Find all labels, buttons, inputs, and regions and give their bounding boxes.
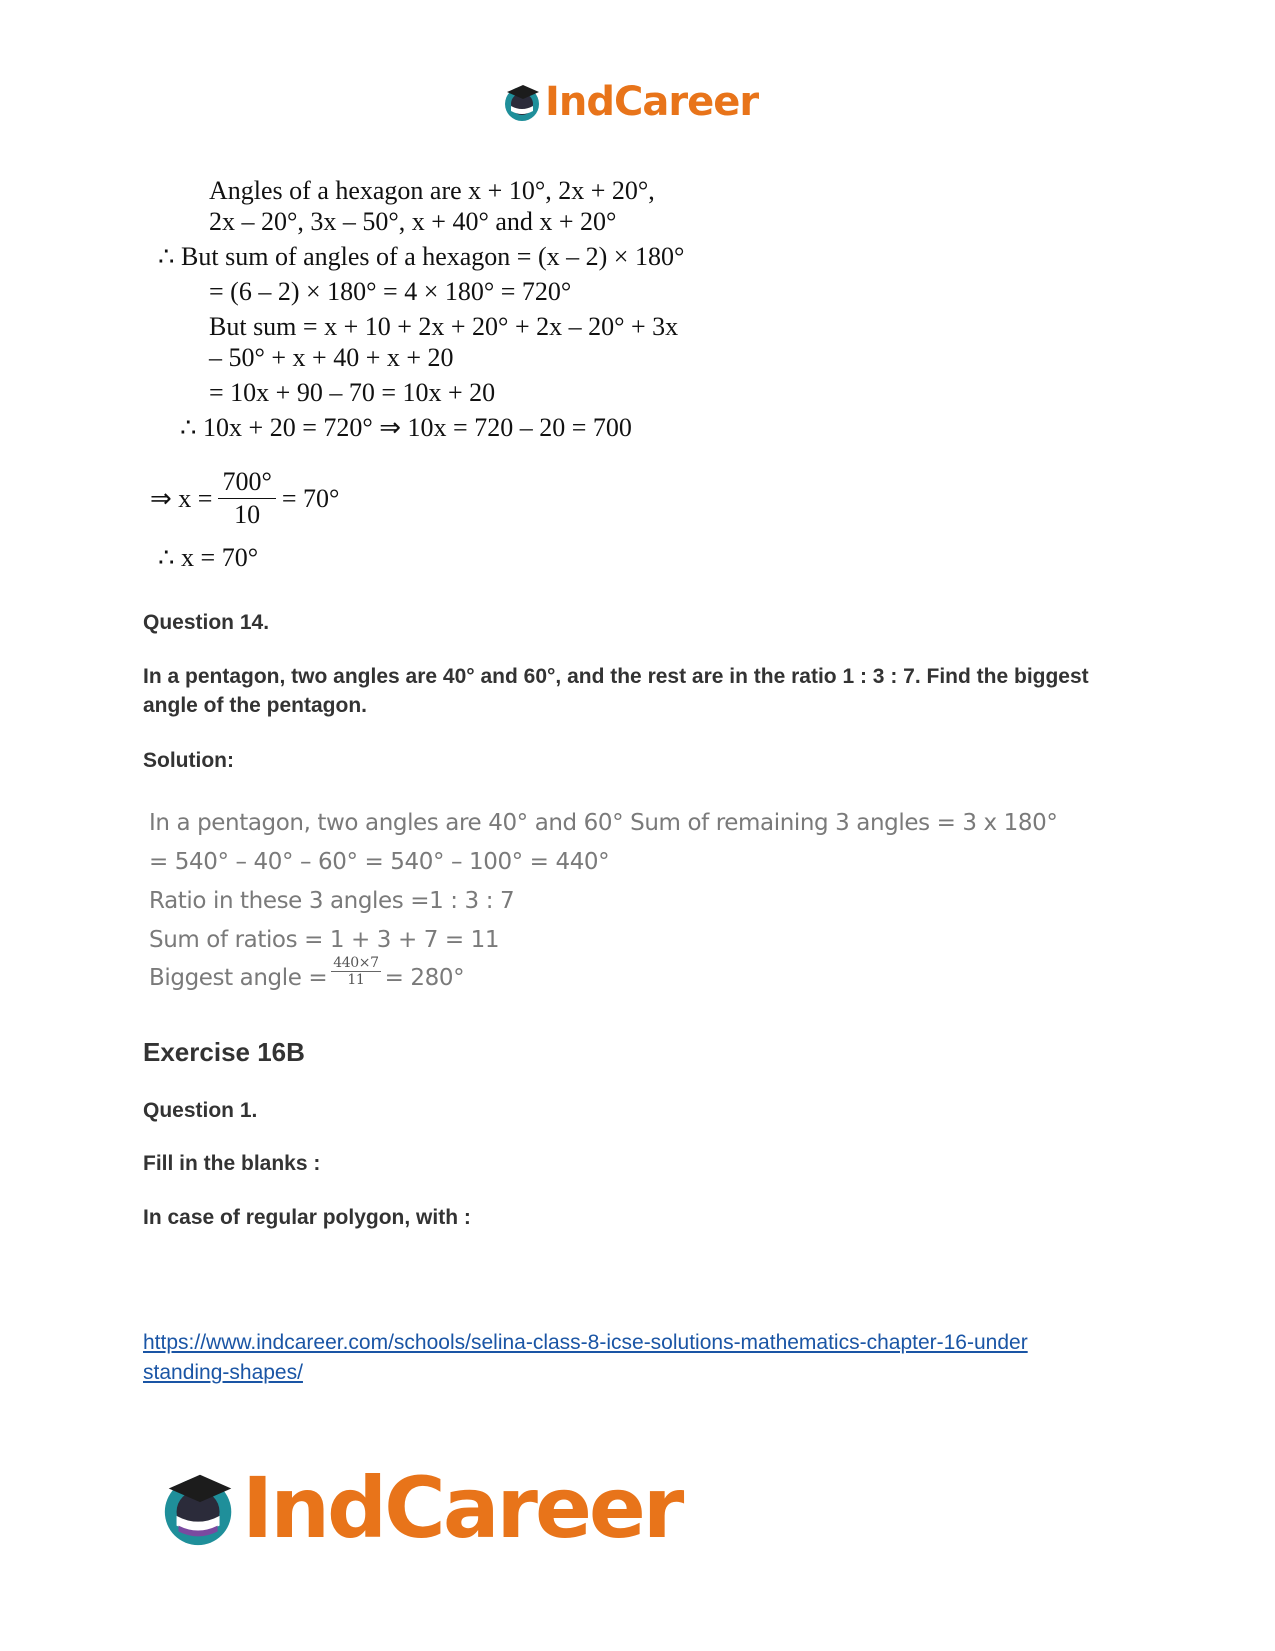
solution-line: – 50° + x + 40 + x + 20 <box>209 343 454 372</box>
biggest-angle-equation <box>149 955 465 994</box>
fraction-prefix: ⇒ x = <box>150 483 213 513</box>
solution-line: ∴ 10x + 20 = 720° ⇒ 10x = 720 – 20 = 700 <box>180 413 632 442</box>
fraction-numerator: 440×7 <box>333 955 379 971</box>
source-link-line: standing-shapes/ <box>143 1361 303 1384</box>
fraction-equation <box>150 468 339 529</box>
source-link-line: https://www.indcareer.com/schools/selina-class-8-icse-solutions-mathematics-chapter-16-under <box>143 1331 1028 1354</box>
solution-line: = 540° – 40° – 60° = 540° – 100° = 440° <box>149 849 610 875</box>
solution-line: 2x – 20°, 3x – 50°, x + 40° and x + 20° <box>209 207 617 236</box>
solution-final: ∴ x = 70° <box>158 543 259 572</box>
solution-line: Sum of ratios = 1 + 3 + 7 = 11 <box>149 927 500 953</box>
question-text: angle of the pentagon. <box>143 694 367 717</box>
graduation-cap-icon <box>160 1465 240 1551</box>
solution-line: = 10x + 90 – 70 = 10x + 20 <box>209 378 496 407</box>
question-heading: Question 14. <box>143 611 270 634</box>
question-text: Fill in the blanks : <box>143 1152 321 1175</box>
biggest-angle-suffix: = 280° <box>384 964 465 991</box>
biggest-angle-prefix: Biggest angle = <box>149 964 328 991</box>
source-link[interactable] <box>143 1328 1028 1388</box>
solution-line: = (6 – 2) × 180° = 4 × 180° = 720° <box>209 277 572 306</box>
solution-line: Ratio in these 3 angles =1 : 3 : 7 <box>149 888 515 914</box>
fraction-numerator: 700° <box>218 468 275 499</box>
graduation-cap-icon <box>503 80 543 124</box>
indcareer-logo-header <box>503 78 758 126</box>
logo-wordmark: IndCareer <box>545 79 759 125</box>
exercise-title: Exercise 16B <box>143 1037 305 1067</box>
question-text: In case of regular polygon, with : <box>143 1206 471 1229</box>
solution-line: Angles of a hexagon are x + 10°, 2x + 20°, <box>209 176 655 205</box>
solution-label: Solution: <box>143 749 234 772</box>
solution-line: ∴ But sum of angles of a hexagon = (x – 2) × 180° <box>158 242 685 271</box>
fraction-suffix: = 70° <box>281 483 340 513</box>
solution-line: But sum = x + 10 + 2x + 20° + 2x – 20° + 3x <box>209 312 679 341</box>
fraction-denominator: 10 <box>234 500 261 529</box>
fraction <box>218 468 275 529</box>
question-heading: Question 1. <box>143 1099 258 1122</box>
question-text: In a pentagon, two angles are 40° and 60°, and the rest are in the ratio 1 : 3 : 7. Find the biggest <box>143 665 1089 688</box>
fraction-denominator: 11 <box>347 972 365 988</box>
indcareer-logo-footer <box>160 1459 682 1557</box>
logo-wordmark: IndCareer <box>242 1459 682 1557</box>
solution-line: In a pentagon, two angles are 40° and 60° Sum of remaining 3 angles = 3 x 180° <box>149 810 1058 836</box>
fraction <box>331 955 380 988</box>
